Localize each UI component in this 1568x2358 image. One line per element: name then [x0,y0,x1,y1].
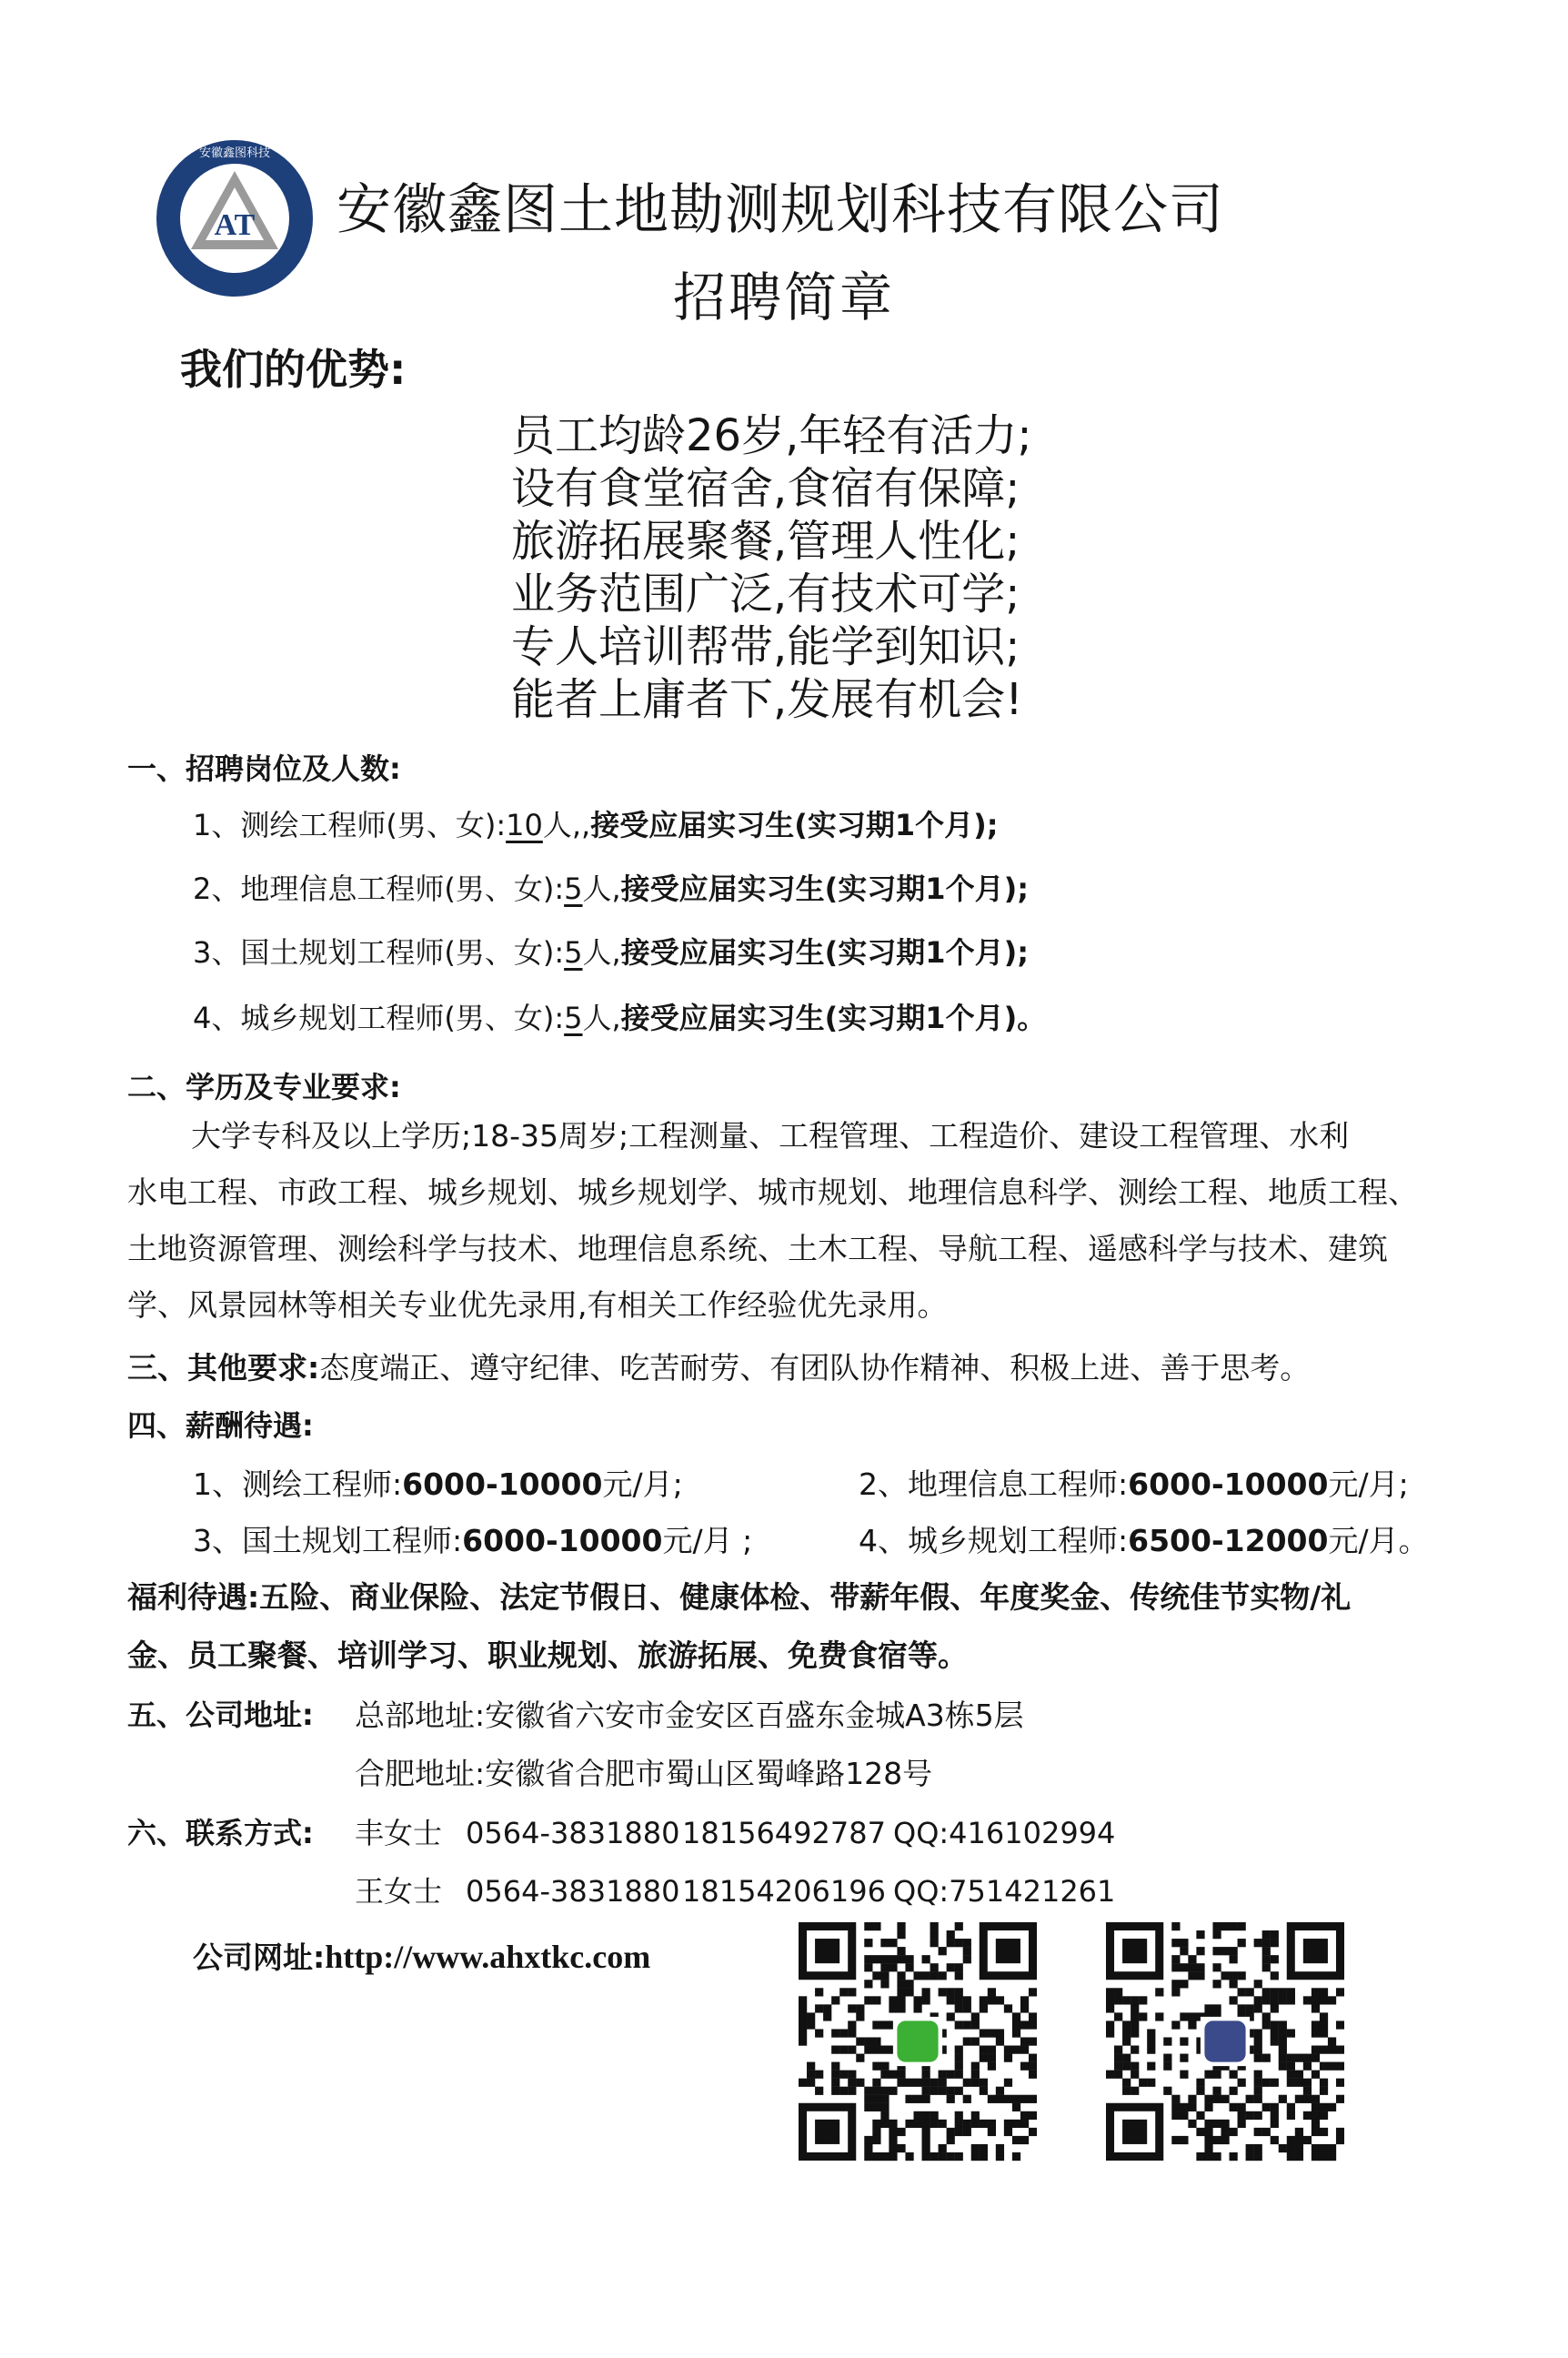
position-row [193,930,1029,972]
svg-text:安徽鑫图科技: 安徽鑫图科技 [198,146,271,160]
education-line: 大学专科及以上学历;18-35周岁;工程测量、工程管理、工程造价、建设工程管理、水利 [191,1118,1350,1154]
position-count: 5 [564,1001,583,1035]
contact-heading: 六、联系方式: [127,1816,314,1850]
position-title: 4、城乡规划工程师(男、女): [193,1001,565,1035]
position-count: 5 [564,935,583,970]
contact-row [355,1869,1115,1910]
other-requirements [127,1345,1310,1387]
avatar-icon [1204,2020,1245,2061]
position-count: 5 [564,872,583,906]
salary-amount: 6000-10000 [1128,1466,1329,1502]
advantage-item: 设有食堂宿舍,食宿有保障; [511,463,1020,514]
position-note: 接受应届实习生(实习期1个月); [590,808,999,842]
website-row [193,1934,650,1977]
salary-label: 4、城乡规划工程师: [859,1523,1129,1558]
position-unit: 人,, [542,808,591,842]
position-row [193,866,1029,908]
address-heading: 五、公司地址: [127,1698,314,1732]
salary-amount: 6500-12000 [1128,1523,1329,1558]
position-title: 3、国土规划工程师(男、女): [193,935,565,970]
contact-phone: 0564-3831880 [466,1874,680,1909]
contact-qq: QQ:751421261 [893,1874,1116,1909]
position-row [193,995,1046,1037]
hq-address: 总部地址:安徽省六安市金安区百盛东金城A3栋5层 [355,1698,1024,1733]
website-label: 公司网址: [193,1940,326,1975]
contact-name: 丰女士 [355,1816,443,1850]
salary-amount: 6000-10000 [462,1523,663,1558]
contact-phone: 0564-3831880 [466,1816,680,1850]
salary-unit: 元/月 ; [662,1523,753,1558]
salary-item [193,1517,752,1560]
salary-label: 2、地理信息工程师: [859,1466,1129,1502]
positions-heading: 一、招聘岗位及人数: [127,751,401,786]
salary-item [859,1461,1409,1504]
contact-row [355,1810,1115,1852]
education-line: 土地资源管理、测绘科学与技术、地理信息系统、土木工程、导航工程、遥感科学与技术、建筑 [127,1231,1388,1266]
company-logo [153,136,317,300]
wechat-icon [897,2020,938,2061]
benefits-line: 金、员工聚餐、培训学习、职业规划、旅游拓展、免费食宿等。 [127,1638,968,1673]
education-line: 学、风景园林等相关专业优先录用,有相关工作经验优先录用。 [127,1287,948,1323]
company-name: 安徽鑫图土地勘测规划科技有限公司 [337,178,1224,242]
advantages-heading: 我们的优势: [180,345,407,394]
education-text [127,1108,1473,1334]
salary-label: 3、国土规划工程师: [193,1523,463,1558]
position-unit: 人, [582,1001,621,1035]
position-count: 10 [506,808,543,842]
profile-qr-code [1106,1918,1344,2165]
hefei-address: 合肥地址:安徽省合肥市蜀山区蜀峰路128号 [355,1756,933,1791]
contact-mobile: 18154206196 [682,1874,886,1909]
advantage-item: 能者上庸者下,发展有机会! [511,674,1023,725]
salary-amount: 6000-10000 [402,1466,603,1502]
salary-label: 1、测绘工程师: [193,1466,403,1502]
wechat-qr-code [799,1918,1037,2165]
other-heading: 三、其他要求: [127,1350,320,1386]
svg-text:AT: AT [214,208,256,242]
other-text: 态度端正、遵守纪律、吃苦耐劳、有团队协作精神、积极上进、善于思考。 [319,1350,1311,1386]
salary-unit: 元/月; [1328,1466,1409,1502]
position-note: 接受应届实习生(实习期1个月); [620,872,1029,906]
salary-item [193,1461,683,1504]
position-unit: 人, [582,935,621,970]
contact-qq: QQ:416102994 [893,1816,1116,1850]
contact-name: 王女士 [355,1874,443,1909]
position-title: 2、地理信息工程师(男、女): [193,872,565,906]
salary-heading: 四、薪酬待遇: [127,1408,314,1443]
advantage-item: 员工均龄26岁,年轻有活力; [511,410,1032,461]
salary-unit: 元/月。 [1328,1523,1429,1558]
website-link[interactable]: http://www.ahxtkc.com [325,1939,651,1975]
salary-item [859,1517,1429,1560]
position-unit: 人, [582,872,621,906]
advantages-list [511,409,1032,726]
education-line: 水电工程、市政工程、城乡规划、城乡规划学、城市规划、地理信息科学、测绘工程、地质工程、 [127,1174,1418,1210]
benefits-line: 福利待遇:五险、商业保险、法定节假日、健康体检、带薪年假、年度奖金、传统佳节实物/礼 [127,1579,1352,1615]
position-title: 1、测绘工程师(男、女): [193,808,507,842]
advantage-item: 专人培训帮带,能学到知识; [511,621,1020,672]
position-row [193,802,999,844]
page-title: 招聘简章 [673,267,896,328]
contact-mobile: 18156492787 [682,1816,886,1850]
advantage-item: 旅游拓展聚餐,管理人性化; [511,516,1020,567]
advantage-item: 业务范围广泛,有技术可学; [511,569,1020,620]
position-note: 接受应届实习生(实习期1个月); [620,935,1029,970]
salary-unit: 元/月; [602,1466,683,1502]
education-heading: 二、学历及专业要求: [127,1070,401,1104]
position-note: 接受应届实习生(实习期1个月)。 [620,1001,1047,1035]
